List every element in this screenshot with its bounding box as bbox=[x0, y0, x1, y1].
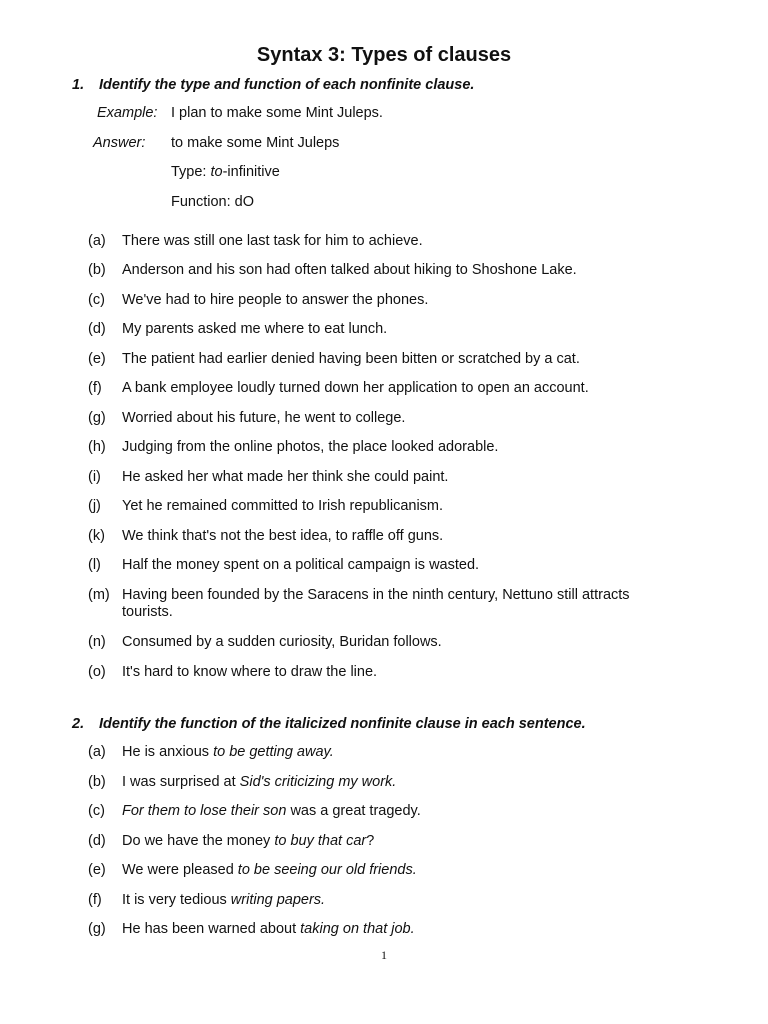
q2-item-label: (a) bbox=[88, 744, 106, 760]
q2-item-post: ? bbox=[366, 833, 375, 849]
question-2-heading bbox=[72, 716, 586, 732]
example-text: I plan to make some Mint Juleps. bbox=[171, 105, 383, 121]
q1-item-label: (g) bbox=[88, 410, 106, 426]
q2-item-pre: Do we have the money bbox=[122, 833, 275, 849]
question-1-text: Identify the type and function of each nonfinite clause. bbox=[99, 77, 475, 93]
question-1-heading bbox=[72, 77, 474, 93]
q1-item-text: Consumed by a sudden curiosity, Buridan follows. bbox=[122, 634, 442, 650]
q1-item-text: Judging from the online photos, the place looked adorable. bbox=[122, 439, 499, 455]
q1-item-label: (d) bbox=[88, 321, 106, 337]
q1-item-label: (o) bbox=[88, 664, 106, 680]
q1-item-label: (h) bbox=[88, 439, 106, 455]
q2-item-italic-clause: to buy that car bbox=[274, 833, 367, 849]
question-2-text: Identify the function of the italicized nonfinite clause in each sentence. bbox=[99, 716, 586, 732]
q2-item-text bbox=[122, 862, 682, 879]
q2-item-italic-clause: Sid's criticizing my work. bbox=[239, 774, 397, 790]
q2-item-label: (g) bbox=[88, 921, 106, 937]
q1-item-label: (c) bbox=[88, 292, 105, 308]
page-title: Syntax 3: Types of clauses bbox=[256, 44, 512, 66]
answer-label: Answer: bbox=[93, 135, 146, 151]
q1-item-text: There was still one last task for him to achieve. bbox=[122, 233, 423, 249]
q1-item-label: (j) bbox=[88, 498, 101, 514]
answer-clause: to make some Mint Juleps bbox=[171, 135, 340, 151]
q2-item-italic-clause: to be seeing our old friends. bbox=[237, 862, 417, 878]
q2-item-italic-clause: taking on that job. bbox=[300, 921, 415, 937]
question-2-number: 2. bbox=[72, 716, 85, 732]
q1-item-text: We think that's not the best idea, to raffle off guns. bbox=[122, 528, 444, 544]
q1-item-text: Half the money spent on a political campaign is wasted. bbox=[122, 557, 480, 573]
answer-type-prefix: Type: bbox=[171, 164, 211, 180]
q2-item-pre: We were pleased bbox=[122, 862, 238, 878]
q1-item-label: (e) bbox=[88, 351, 106, 367]
q2-item-post: was a great tragedy. bbox=[286, 803, 421, 819]
q1-item-label: (i) bbox=[88, 469, 101, 485]
q2-item-italic-clause: For them to lose their son bbox=[122, 803, 287, 819]
q2-item-pre: He is anxious bbox=[122, 744, 214, 760]
q2-item-text bbox=[122, 803, 682, 820]
q2-item-italic-clause: to be getting away. bbox=[213, 744, 334, 760]
answer-type-italic: to bbox=[210, 164, 223, 180]
q2-item-label: (e) bbox=[88, 862, 106, 878]
q1-item-label: (m) bbox=[88, 587, 110, 603]
q1-item-text: He asked her what made her think she could paint. bbox=[122, 469, 449, 485]
q1-item-text: Worried about his future, he went to college. bbox=[122, 410, 406, 426]
q1-item-text: Having been founded by the Saracens in the ninth century, Nettuno still attracts tourists. bbox=[122, 587, 630, 620]
q2-item-pre: He has been warned about bbox=[122, 921, 301, 937]
q1-item-label: (a) bbox=[88, 233, 106, 249]
answer-function: Function: dO bbox=[171, 194, 255, 210]
q1-item-text: We've had to hire people to answer the phones. bbox=[122, 292, 429, 308]
q2-item-label: (f) bbox=[88, 892, 102, 908]
q1-item-label: (l) bbox=[88, 557, 101, 573]
q1-item-text: A bank employee loudly turned down her application to open an account. bbox=[122, 380, 589, 396]
q1-item-text: The patient had earlier denied having been bitten or scratched by a cat. bbox=[122, 351, 580, 367]
q2-item-text bbox=[122, 833, 682, 850]
q2-item-label: (c) bbox=[88, 803, 105, 819]
q1-item-text: My parents asked me where to eat lunch. bbox=[122, 321, 388, 337]
q1-item-label: (b) bbox=[88, 262, 106, 278]
q1-item-label: (k) bbox=[88, 528, 105, 544]
q2-item-label: (b) bbox=[88, 774, 106, 790]
q2-item-text bbox=[122, 921, 682, 938]
q1-item-text: Yet he remained committed to Irish republicanism. bbox=[122, 498, 444, 514]
q2-item-text bbox=[122, 892, 682, 909]
q2-item-italic-clause: writing papers. bbox=[230, 892, 326, 908]
page-number: 1 bbox=[381, 948, 387, 962]
q2-item-pre: I was surprised at bbox=[122, 774, 240, 790]
answer-type-suffix: -infinitive bbox=[222, 164, 280, 180]
answer-type bbox=[171, 164, 280, 180]
q1-item-label: (n) bbox=[88, 634, 106, 650]
q1-item-text: Anderson and his son had often talked about hiking to Shoshone Lake. bbox=[122, 262, 577, 278]
q2-item-pre: It is very tedious bbox=[122, 892, 231, 908]
q2-item-text bbox=[122, 774, 682, 791]
example-label: Example: bbox=[97, 105, 158, 121]
q2-item-text bbox=[122, 744, 682, 761]
q1-item-text: It's hard to know where to draw the line. bbox=[122, 664, 378, 680]
question-1-number: 1. bbox=[72, 77, 85, 93]
q2-item-label: (d) bbox=[88, 833, 106, 849]
q1-item-label: (f) bbox=[88, 380, 102, 396]
